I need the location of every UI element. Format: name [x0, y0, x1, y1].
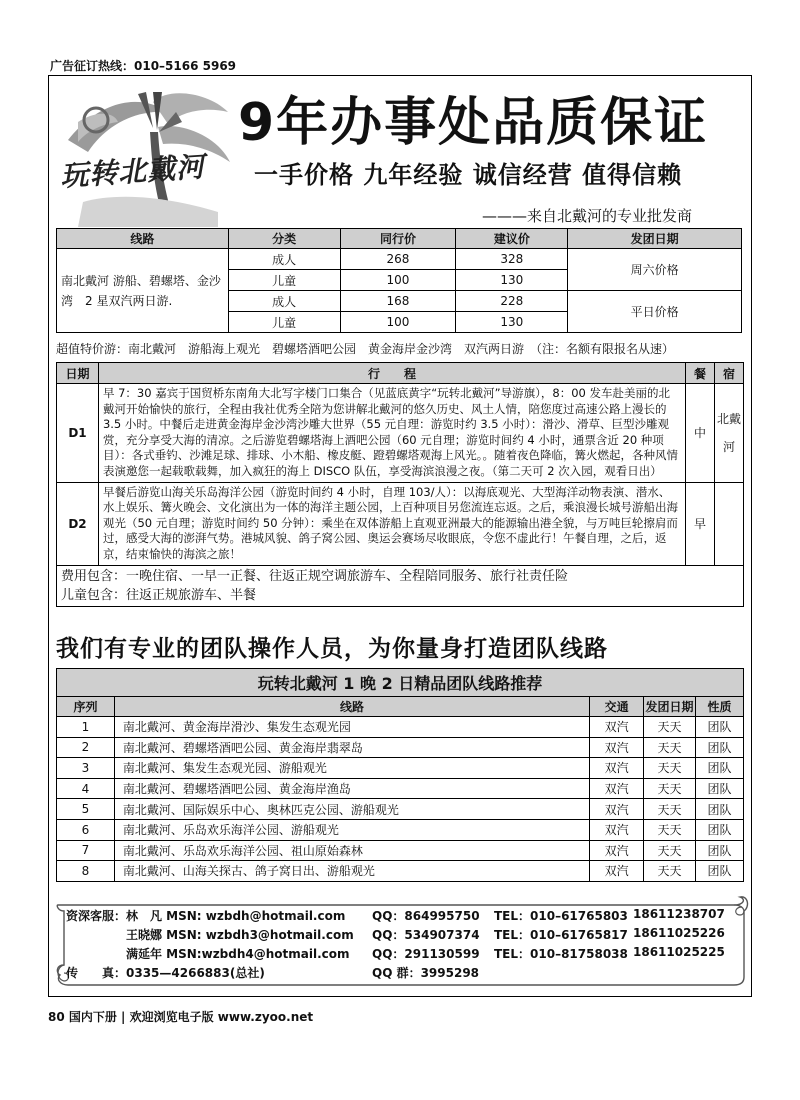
contact-qq: QQ：291130599	[372, 947, 480, 961]
recommend-type: 团队	[696, 737, 744, 758]
contact-fax: 传 真：0335—4266883(总社)	[66, 966, 265, 980]
recommend-row	[57, 799, 744, 820]
itinerary-stay	[715, 482, 744, 565]
price-header-peer: 同行价	[340, 229, 456, 249]
price-peer: 168	[340, 291, 456, 312]
recommend-header-no: 序列	[57, 697, 115, 717]
itinerary-day: D1	[57, 384, 99, 483]
price-peer: 100	[340, 270, 456, 291]
ad-hotline: 广告征订热线：010–5166 5969	[50, 59, 237, 73]
contact-qq: QQ：534907374	[372, 928, 480, 942]
price-suggested: 130	[456, 312, 568, 333]
recommend-route: 南北戴河、国际娱乐中心、奥林匹克公园、游船观光	[114, 799, 589, 820]
recommend-no: 2	[57, 737, 115, 758]
source-line: ———来自北戴河的专业批发商	[482, 207, 693, 225]
recommend-route: 南北戴河、乐岛欢乐海洋公园、祖山原始森林	[114, 840, 589, 861]
recommend-type: 团队	[696, 861, 744, 882]
recommend-no: 7	[57, 840, 115, 861]
contact-mobile: 18611025226	[633, 926, 725, 940]
recommend-type: 团队	[696, 819, 744, 840]
itinerary-header-route: 行 程	[98, 363, 685, 384]
recommend-row	[57, 758, 744, 779]
recommend-type: 团队	[696, 758, 744, 779]
recommend-row	[57, 717, 744, 738]
recommend-row	[57, 737, 744, 758]
itinerary-day: D2	[57, 482, 99, 565]
team-banner: 我们有专业的团队操作人员，为你量身打造团队线路	[56, 636, 608, 662]
itinerary-meal: 早	[686, 482, 715, 565]
contact-tel: TEL：010–81758038	[494, 947, 628, 961]
price-header-date: 发团日期	[568, 229, 742, 249]
contact-mobile: 18611025225	[633, 945, 725, 959]
contact-name: 王晓娜 MSN: wzbdh3@hotmail.com	[66, 928, 354, 942]
special-offer: 超值特价游：南北戴河 游船海上观光 碧螺塔酒吧公园 黄金海岸金沙湾 双汽两日游 （注：名额有限报名从速）	[56, 342, 675, 356]
recommend-transport: 双汽	[590, 778, 644, 799]
recommend-date: 天天	[644, 799, 696, 820]
contact-qq-group: QQ 群：3995298	[372, 966, 480, 980]
headline: 9年办事处品质保证	[238, 93, 709, 153]
recommend-date: 天天	[644, 819, 696, 840]
recommend-date: 天天	[644, 840, 696, 861]
recommend-no: 1	[57, 717, 115, 738]
recommend-header-transport: 交通	[590, 697, 644, 717]
recommend-transport: 双汽	[590, 737, 644, 758]
recommend-route: 南北戴河、黄金海岸滑沙、集发生态观光园	[114, 717, 589, 738]
price-header-row	[57, 229, 742, 249]
price-category: 成人	[228, 249, 340, 270]
price-peer: 268	[340, 249, 456, 270]
recommend-date: 天天	[644, 778, 696, 799]
recommend-type: 团队	[696, 840, 744, 861]
itinerary-description: 早 7：30 嘉宾于国贸桥东南角大北写字楼门口集合（见蓝底黄字“玩转北戴河”导游旗），8：00 发车赴美丽的北戴河开始愉快的旅行，全程由我社优秀全陪为您讲解北戴河的悠久历史、风土人情，陪您度过高速公路上漫长的 3.5 小时。中餐后走进黄金海岸金沙湾沙雕大世界（55 元自理：游览时约 3.5 小时）：滑沙、滑草、巨型沙雕观赏，充分享受大海的清凉。之后游览碧螺塔海上酒吧公园（60 元自理；游览时间约 4 小时，通票含近 20 种项目）：各式垂钓、沙滩足球、排球、小木船、橡皮艇、蹬碧螺塔观海上风光。。随着夜色降临，篝火燃起，各种风情表演邀您一起载歌载舞，加入疯狂的海上 DISCO 队伍，享受海滨浪漫之夜。（第二天可 2 次入园，观看日出）	[98, 384, 685, 483]
recommend-title-row	[57, 669, 744, 697]
recommend-header-date: 发团日期	[644, 697, 696, 717]
recommend-no: 8	[57, 861, 115, 882]
itinerary-day-row	[57, 384, 744, 483]
recommend-transport: 双汽	[590, 799, 644, 820]
recommend-no: 5	[57, 799, 115, 820]
recommend-header-row	[57, 697, 744, 717]
price-suggested: 228	[456, 291, 568, 312]
price-suggested: 130	[456, 270, 568, 291]
itinerary-header-row	[57, 363, 744, 384]
price-row	[57, 249, 742, 270]
slogan: 一手价格 九年经验 诚信经营 值得信赖	[254, 161, 683, 189]
recommend-header-route: 线路	[114, 697, 589, 717]
recommend-type: 团队	[696, 778, 744, 799]
recommend-route: 南北戴河、山海关探古、鸽子窝日出、游船观光	[114, 861, 589, 882]
recommend-row	[57, 819, 744, 840]
price-date-weekend: 周六价格	[568, 249, 742, 291]
recommend-table	[56, 668, 744, 882]
recommend-date: 天天	[644, 717, 696, 738]
itinerary-fees	[57, 565, 744, 606]
price-route: 南北戴河 游船、碧螺塔、金沙湾 2 星双汽两日游.	[57, 249, 229, 333]
price-table	[56, 228, 742, 333]
price-category: 儿童	[228, 312, 340, 333]
page-footer: 80 国内下册 | 欢迎浏览电子版 www.zyoo.net	[48, 1010, 314, 1024]
recommend-title: 玩转北戴河 1 晚 2 日精品团队线路推荐	[57, 669, 744, 697]
recommend-type: 团队	[696, 717, 744, 738]
itinerary-description: 早餐后游览山海关乐岛海洋公园（游览时间约 4 小时，自理 103/人）：以海底观光、大型海洋动物表演、潜水、水上娱乐、篝火晚会、文化演出为一体的海洋主题公园，上百种项目另您流连忘返。之后，乘浪漫长城号游船出海观光（50 元自理；游览时间约 50 分钟）：乘坐在双体游船上直观亚洲最大的能源输出港全貌，与万吨巨轮擦肩而过，感受大海的澎湃气势。港城风貌、鸽子窝公园、奥运会赛场尽收眼底，令您不虚此行！午餐自理，之后，返京，结束愉快的海滨之旅！	[98, 482, 685, 565]
itinerary-table	[56, 362, 744, 607]
recommend-row	[57, 840, 744, 861]
contact-name: 资深客服：林 凡 MSN: wzbdh@hotmail.com	[66, 909, 346, 923]
itinerary-day-row	[57, 482, 744, 565]
price-category: 成人	[228, 291, 340, 312]
itinerary-meal: 中	[686, 384, 715, 483]
recommend-no: 4	[57, 778, 115, 799]
recommend-transport: 双汽	[590, 758, 644, 779]
logo-text: 玩转北戴河	[59, 149, 207, 194]
recommend-route: 南北戴河、集发生态观光园、游船观光	[114, 758, 589, 779]
contact-qq: QQ：864995750	[372, 909, 480, 923]
itinerary-header-meal: 餐	[686, 363, 715, 384]
recommend-date: 天天	[644, 861, 696, 882]
fees-included: 费用包含：一晚住宿、一早一正餐、往返正规空调旅游车、全程陪同服务、旅行社责任险	[61, 568, 569, 584]
recommend-header-type: 性质	[696, 697, 744, 717]
contact-tel: TEL：010–61765803	[494, 909, 628, 923]
itinerary-stay: 北戴河	[715, 384, 744, 483]
recommend-row	[57, 861, 744, 882]
recommend-transport: 双汽	[590, 840, 644, 861]
price-suggested: 328	[456, 249, 568, 270]
recommend-route: 南北戴河、碧螺塔酒吧公园、黄金海岸渔岛	[114, 778, 589, 799]
recommend-transport: 双汽	[590, 819, 644, 840]
recommend-type: 团队	[696, 799, 744, 820]
price-category: 儿童	[228, 270, 340, 291]
children-included: 儿童包含：往返正规旅游车、半餐	[61, 587, 257, 603]
contact-mobile: 18611238707	[633, 907, 725, 921]
price-header-suggested: 建议价	[456, 229, 568, 249]
recommend-date: 天天	[644, 737, 696, 758]
itinerary-fees-row	[57, 565, 744, 606]
price-peer: 100	[340, 312, 456, 333]
itinerary-header-day: 日期	[57, 363, 99, 384]
itinerary-header-stay: 宿	[715, 363, 744, 384]
recommend-transport: 双汽	[590, 717, 644, 738]
contact-name: 满延年 MSN:wzbdh4@hotmail.com	[66, 947, 350, 961]
recommend-no: 3	[57, 758, 115, 779]
price-header-category: 分类	[228, 229, 340, 249]
recommend-date: 天天	[644, 758, 696, 779]
recommend-route: 南北戴河、碧螺塔酒吧公园、黄金海岸翡翠岛	[114, 737, 589, 758]
price-header-route: 线路	[57, 229, 229, 249]
recommend-row	[57, 778, 744, 799]
recommend-transport: 双汽	[590, 861, 644, 882]
recommend-no: 6	[57, 819, 115, 840]
price-date-weekday: 平日价格	[568, 291, 742, 333]
recommend-route: 南北戴河、乐岛欢乐海洋公园、游船观光	[114, 819, 589, 840]
contact-tel: TEL：010–61765817	[494, 928, 628, 942]
